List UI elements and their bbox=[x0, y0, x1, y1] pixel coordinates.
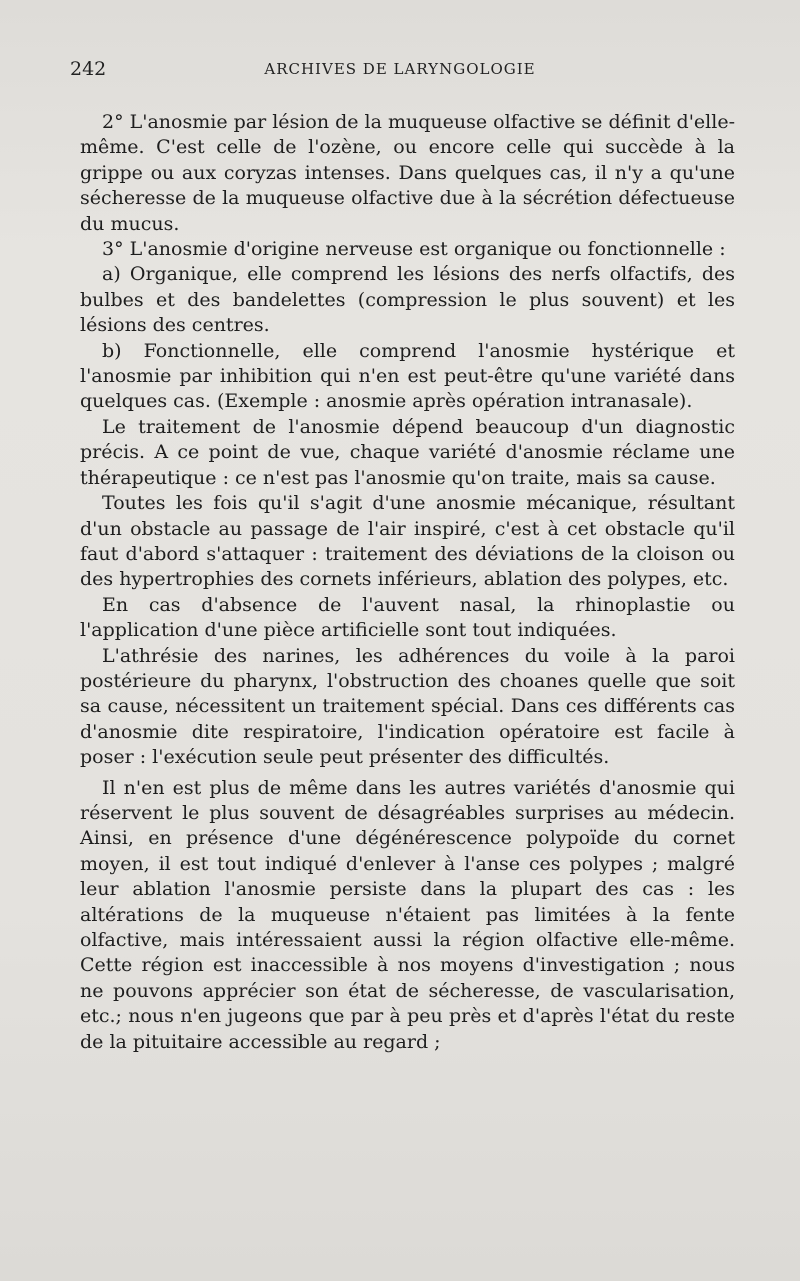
paragraph: 2° L'anosmie par lésion de la muqueuse olfactive se définit d'elle-même. C'est celle de l'ozène, ou encore celle qui succède à la grippe ou aux coryzas intenses. Dans quelques cas, il n'y a qu'une sécheresse de la muqueuse olfactive due à la sécrétion défectueuse du mucus. bbox=[80, 111, 735, 235]
body-text bbox=[80, 110, 735, 1055]
paragraph: En cas d'absence de l'auvent nasal, la rhinoplastie ou l'application d'une pièce artificielle sont tout indiquées. bbox=[80, 593, 735, 642]
paragraph: b) Fonctionnelle, elle comprend l'anosmie hystérique et l'anosmie par inhibition qui n'en est peut-être qu'une variété dans quelques cas. (Exemple : anosmie après opération intranasale). bbox=[80, 339, 735, 413]
paragraph: a) Organique, elle comprend les lésions des nerfs olfactifs, des bulbes et des bandelettes (compression le plus souvent) et les lésions des centres. bbox=[80, 263, 735, 337]
page-number: 242 bbox=[70, 58, 107, 80]
paragraph: Le traitement de l'anosmie dépend beaucoup d'un diagnostic précis. A ce point de vue, chaque variété d'anosmie réclame une thérapeutique : ce n'est pas l'anosmie qu'on traite, mais sa cause. bbox=[80, 415, 735, 489]
paragraph: Toutes les fois qu'il s'agit d'une anosmie mécanique, résultant d'un obstacle au passage de l'air inspiré, c'est à cet obstacle qu'il faut d'abord s'attaquer : traitement des déviations de la cloison ou des hypertrophies des cornets inférieurs, ablation des polypes, etc. bbox=[80, 492, 735, 591]
running-title: ARCHIVES DE LARYNGOLOGIE bbox=[264, 60, 536, 78]
paragraph: L'athrésie des narines, les adhérences du voile à la paroi postérieure du pharynx, l'obstruction des choanes quelle que soit sa cause, nécessitent un traitement spécial. Dans ces différents cas d'anosmie dite respiratoire, l'indication opératoire est facile à poser : l'exécution seule peut présenter des difficultés. bbox=[80, 644, 735, 769]
paragraph: Il n'en est plus de même dans les autres variétés d'anosmie qui réservent le plus souvent de désagréables surprises au médecin. Ainsi, en présence d'une dégénérescence polypoïde du cornet moyen, il est tout indiqué d'enlever à l'anse ces polypes ; malgré leur ablation l'anosmie persiste dans la plupart des cas : les altérations de la muqueuse n'étaient pas limitées à la fente olfactive, mais intéressaient aussi la région olfactive elle-même. Cette région est inaccessible à nos moyens d'investigation ; nous ne pouvons apprécier son état de sécheresse, de vascularisation, etc.; nous n'en jugeons que par à peu près et d'après l'état du reste de la pituitaire accessible au regard ; bbox=[80, 776, 735, 1053]
paragraph: 3° L'anosmie d'origine nerveuse est organique ou fonctionnelle : bbox=[102, 238, 726, 261]
